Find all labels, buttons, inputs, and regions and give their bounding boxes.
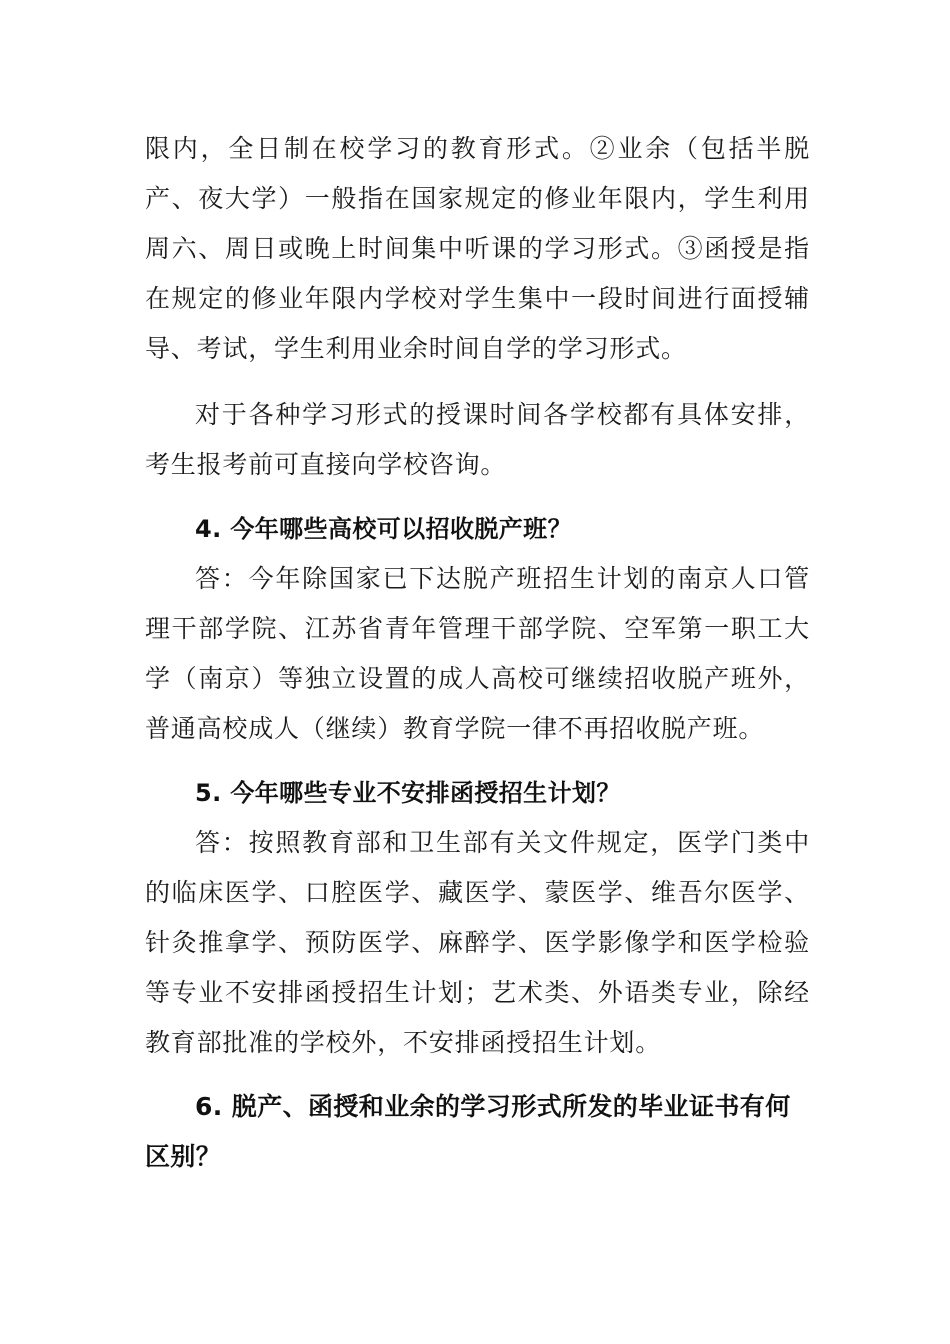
document-body bbox=[145, 124, 810, 1182]
question-4-heading: 4. 今年哪些高校可以招收脱产班？ bbox=[195, 515, 572, 543]
question-6-heading: 6. 脱产、函授和业余的学习形式所发的毕业证书有何区别？ bbox=[145, 1092, 791, 1171]
answer-5-paragraph: 答：按照教育部和卫生部有关文件规定，医学门类中的临床医学、口腔医学、藏医学、蒙医学、维吾尔医学、针灸推拿学、预防医学、麻醉学、医学影像学和医学检验等专业不安排函授招生计划；艺术类、外语类专业，除经教育部批准的学校外，不安排函授招生计划。 bbox=[145, 828, 810, 1057]
question-5-heading: 5. 今年哪些专业不安排函授招生计划？ bbox=[195, 779, 621, 807]
paragraph-study-forms: 限内，全日制在校学习的教育形式。②业余（包括半脱产、夜大学）一般指在国家规定的修业年限内，学生利用周六、周日或晚上时间集中听课的学习形式。③函授是指在规定的修业年限内学校对学生集中一段时间进行面授辅导、考试，学生利用业余时间自学的学习形式。 bbox=[145, 134, 810, 363]
answer-4-paragraph: 答：今年除国家已下达脱产班招生计划的南京人口管理干部学院、江苏省青年管理干部学院、空军第一职工大学（南京）等独立设置的成人高校可继续招收脱产班外，普通高校成人（继续）教育学院一律不再招收脱产班。 bbox=[145, 564, 810, 743]
paragraph-schedule-note: 对于各种学习形式的授课时间各学校都有具体安排，考生报考前可直接向学校咨询。 bbox=[145, 400, 810, 479]
